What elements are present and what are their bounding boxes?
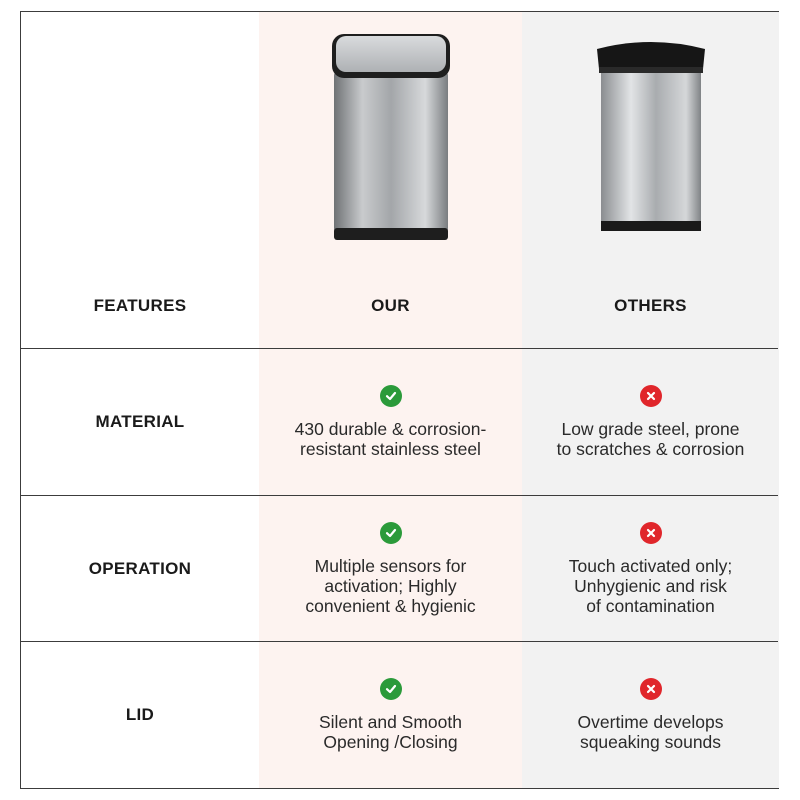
our-operation-text: Multiple sensors for activation; Highly convenient & hygienic <box>305 555 476 616</box>
others-operation-cell <box>522 496 779 641</box>
our-header: OUR <box>371 296 410 315</box>
comparison-table <box>20 11 779 789</box>
our-lid-text: Silent and Smooth Opening /Closing <box>318 712 462 752</box>
our-operation-cell <box>259 496 522 641</box>
feature-label-lid: LID <box>125 705 155 724</box>
x-circle-icon <box>640 385 662 407</box>
others-header: OTHERS <box>614 296 687 315</box>
others-lid-cell <box>522 642 779 788</box>
feature-label-material: MATERIAL <box>95 412 185 431</box>
features-header: FEATURES <box>93 296 187 315</box>
others-lid-text: Overtime develops squeaking sounds <box>577 712 724 752</box>
others-material-text: Low grade steel, prone to scratches & corrosion <box>556 419 745 459</box>
check-circle-icon <box>380 678 402 700</box>
check-circle-icon <box>380 385 402 407</box>
our-material-cell <box>259 349 522 495</box>
others-material-cell <box>522 349 779 495</box>
x-circle-icon <box>640 678 662 700</box>
our-material-text: 430 durable & corrosion- resistant stainless steel <box>294 419 487 459</box>
our-product-image <box>259 12 522 264</box>
x-circle-icon <box>640 522 662 544</box>
our-lid-cell <box>259 642 522 788</box>
feature-label-operation: OPERATION <box>88 558 192 578</box>
check-circle-icon <box>380 522 402 544</box>
others-operation-text: Touch activated only; Unhygienic and risk of contamination <box>568 555 733 616</box>
others-product-image <box>522 12 779 264</box>
